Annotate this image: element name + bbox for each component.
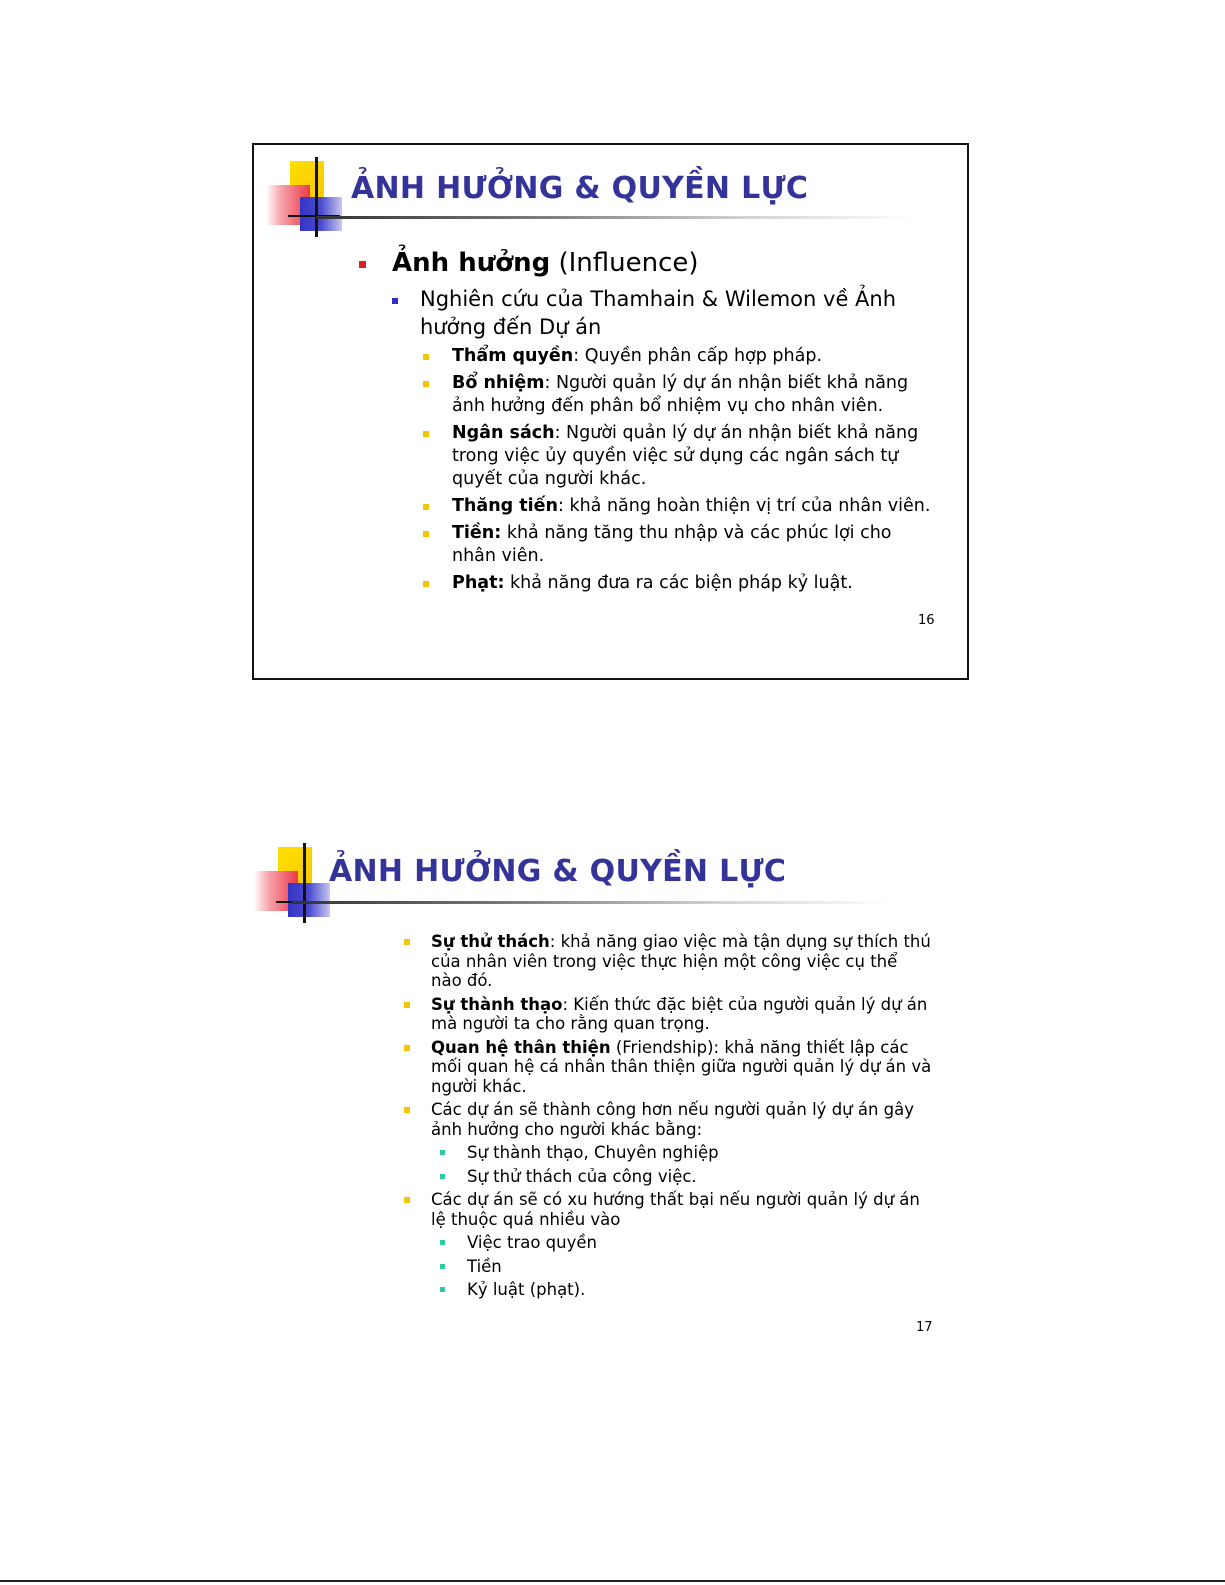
list-item bbox=[402, 1100, 932, 1186]
slide-17 bbox=[252, 840, 969, 1340]
list-item bbox=[420, 522, 939, 568]
list-item bbox=[359, 247, 939, 595]
item-bold: Tiền: bbox=[452, 523, 502, 543]
list-item bbox=[402, 995, 932, 1034]
teal-bullet-icon bbox=[440, 1150, 445, 1155]
item-text: : Người quản lý dự án nhận biết khả năng trong việc ủy quyền việc sử dụng các ngân sách tự quyết của người khác. bbox=[452, 423, 919, 489]
teal-bullet-icon bbox=[440, 1240, 445, 1245]
list-item bbox=[402, 1038, 932, 1097]
slide-16 bbox=[252, 143, 969, 680]
page-number: 17 bbox=[916, 1320, 933, 1335]
item-text: : Người quản lý dự án nhận biết khả năng ảnh hưởng đến phân bổ nhiệm vụ cho nhân viên. bbox=[452, 373, 909, 416]
subheading-text: Nghiên cứu của Thamhain & Wilemon về Ảnh hưởng đến Dự án bbox=[420, 287, 897, 339]
heading-bold: Ảnh hưởng bbox=[392, 248, 551, 278]
yellow-bullet-icon bbox=[404, 1002, 410, 1008]
title-underline bbox=[292, 901, 892, 904]
bullet-list bbox=[402, 932, 932, 1304]
item-text: khả năng đưa ra các biện pháp kỷ luật. bbox=[504, 573, 853, 593]
item-bold: Sự thành thạo bbox=[431, 994, 563, 1014]
yellow-bullet-icon bbox=[423, 381, 429, 387]
list-item bbox=[402, 932, 932, 991]
red-bullet-icon bbox=[359, 261, 366, 268]
teal-bullet-icon bbox=[440, 1264, 445, 1269]
item-bold: Ngân sách bbox=[452, 423, 555, 443]
bullet-list bbox=[359, 247, 939, 599]
page-bottom-border bbox=[0, 1580, 1225, 1582]
list-item bbox=[420, 372, 939, 418]
item-text: Các dự án sẽ có xu hướng thất bại nếu người quản lý dự án lệ thuộc quá nhiều vào bbox=[431, 1190, 920, 1229]
sub-list-item bbox=[431, 1167, 932, 1187]
list-item bbox=[392, 285, 939, 595]
list-item bbox=[420, 422, 939, 491]
item-text: : Kiến thức đặc biệt của người quản lý dự án mà người ta cho rằng quan trọng. bbox=[431, 994, 928, 1033]
item-bold: Thăng tiến bbox=[452, 496, 558, 516]
page-number: 16 bbox=[918, 613, 935, 628]
yellow-bullet-icon bbox=[423, 504, 429, 510]
slide-logo-icon bbox=[266, 157, 356, 247]
item-bold: Thẩm quyền bbox=[452, 346, 574, 366]
detail-list bbox=[420, 345, 939, 595]
item-text: : khả năng hoàn thiện vị trí của nhân viên. bbox=[557, 496, 931, 516]
sub-list-item bbox=[431, 1233, 932, 1253]
yellow-bullet-icon bbox=[423, 431, 429, 437]
item-bold: Bổ nhiệm bbox=[452, 373, 545, 393]
sub-list-item bbox=[431, 1280, 932, 1300]
teal-bullet-icon bbox=[440, 1174, 445, 1179]
item-text: : khả năng giao việc mà tận dụng sự thích thú của nhân viên trong việc thực hiện một công việc cụ thể nào đó. bbox=[431, 932, 931, 990]
yellow-bullet-icon bbox=[404, 939, 410, 945]
yellow-bullet-icon bbox=[404, 1045, 410, 1051]
list-item bbox=[420, 345, 939, 368]
teal-bullet-icon bbox=[440, 1287, 445, 1292]
sub-list-item bbox=[431, 1257, 932, 1277]
yellow-bullet-icon bbox=[423, 581, 429, 587]
list-item bbox=[420, 572, 939, 595]
blue-bullet-icon bbox=[392, 298, 398, 304]
item-text: : Quyền phân cấp hợp pháp. bbox=[573, 346, 823, 366]
item-bold: Sự thử thách bbox=[431, 932, 550, 951]
yellow-bullet-icon bbox=[423, 354, 429, 360]
slide-title: ẢNH HƯỞNG & QUYỀN LỰC bbox=[351, 171, 809, 206]
sub-list bbox=[431, 1233, 932, 1300]
list-item bbox=[402, 1190, 932, 1300]
item-bold: Quan hệ thân thiện bbox=[431, 1037, 611, 1057]
sub-item-text: Việc trao quyền bbox=[467, 1233, 597, 1252]
sub-item-text: Tiền bbox=[467, 1256, 502, 1276]
sub-list-item bbox=[431, 1143, 932, 1163]
yellow-bullet-icon bbox=[423, 531, 429, 537]
yellow-bullet-icon bbox=[404, 1107, 410, 1113]
item-text: (Friendship): khả năng thiết lập các mối quan hệ cá nhân thân thiện giữa người quản lý dự án và người khác. bbox=[431, 1037, 932, 1096]
yellow-bullet-icon bbox=[404, 1197, 410, 1203]
sub-list bbox=[431, 1143, 932, 1186]
sub-item-text: Sự thành thạo, Chuyên nghiệp bbox=[467, 1143, 719, 1162]
item-text: Các dự án sẽ thành công hơn nếu người quản lý dự án gây ảnh hưởng cho người khác bằng: bbox=[431, 1100, 915, 1139]
item-bold: Phạt: bbox=[452, 573, 505, 593]
sub-item-text: Kỷ luật (phạt). bbox=[467, 1280, 586, 1299]
sub-list bbox=[392, 285, 939, 595]
heading-rest: (Influence) bbox=[550, 248, 699, 278]
title-underline bbox=[316, 216, 916, 219]
item-text: khả năng tăng thu nhập và các phúc lợi cho nhân viên. bbox=[452, 523, 892, 566]
sub-item-text: Sự thử thách của công việc. bbox=[467, 1166, 697, 1186]
list-item bbox=[420, 495, 939, 518]
slide-title: ẢNH HƯỞNG & QUYỀN LỰC bbox=[329, 854, 787, 889]
